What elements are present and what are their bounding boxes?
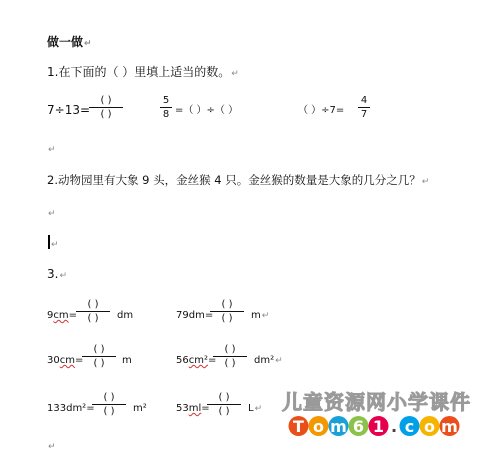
watermark-letter: 6	[352, 417, 365, 436]
item-value: 133	[47, 403, 67, 414]
fraction-bar	[207, 404, 241, 405]
item-value: 30	[47, 355, 60, 366]
empty-paragraph	[47, 141, 56, 157]
return-mark: ↵	[254, 404, 263, 414]
fraction-denominator: 7	[360, 109, 368, 120]
fraction-numerator-blank[interactable]: ( )	[100, 95, 112, 106]
watermark-letter: 1	[372, 417, 385, 436]
target-unit	[254, 354, 283, 368]
watermark-letter: .	[390, 417, 398, 436]
return-mark: ↵	[84, 39, 92, 49]
target-unit: m²	[133, 403, 147, 414]
watermark-chinese: 儿童资源网小学课件	[282, 390, 471, 414]
fraction-denominator: 8	[162, 109, 170, 120]
fraction-numerator-blank[interactable]: ( )	[224, 344, 236, 355]
equals-sign: =	[201, 403, 210, 414]
q3-label: 3.	[47, 267, 59, 281]
unit-text: m	[251, 310, 261, 321]
answer-fraction	[76, 299, 110, 324]
item-value: 9	[47, 310, 54, 321]
conversion-item	[47, 402, 95, 416]
answer-fraction	[92, 392, 126, 417]
fraction-bar	[92, 404, 126, 405]
unit-text: dm²	[254, 355, 275, 366]
return-mark: ↵	[421, 177, 430, 187]
item-unit: cm	[59, 355, 75, 366]
watermark-letter: T	[293, 417, 304, 436]
return-mark: ↵	[48, 145, 56, 155]
return-mark: ↵	[231, 69, 239, 79]
q1c-left: （ ）÷7=	[298, 105, 345, 116]
fraction-bar	[89, 107, 123, 108]
return-mark: ↵	[48, 209, 56, 219]
conversion-item	[47, 309, 77, 323]
fraction-denominator-blank[interactable]: ( )	[100, 109, 112, 120]
item-value: 79	[176, 310, 189, 321]
item-value: 53	[176, 403, 189, 414]
equals-sign: =	[74, 355, 84, 366]
empty-paragraph	[47, 205, 56, 221]
q1c-fraction	[358, 95, 370, 120]
conversion-item	[176, 354, 216, 368]
return-mark: ↵	[59, 271, 67, 281]
conversion-item	[176, 309, 213, 323]
fraction-denominator-blank[interactable]: ( )	[221, 313, 233, 324]
empty-paragraph	[50, 236, 59, 252]
fraction-numerator-blank[interactable]: ( )	[87, 299, 99, 310]
equals-sign: =	[86, 403, 95, 414]
fraction-bar	[76, 311, 110, 312]
item-unit: ml	[188, 403, 202, 414]
watermark-logo	[279, 386, 479, 442]
target-unit: dm	[117, 310, 134, 321]
q1-text: 1.在下面的（ ）里填上适当的数。	[47, 65, 231, 79]
fraction-denominator-blank[interactable]: ( )	[103, 406, 115, 417]
conversion-item	[47, 354, 83, 368]
fraction-numerator-blank[interactable]: ( )	[103, 392, 115, 403]
watermark-letter: o	[424, 417, 435, 436]
q1b-rest: =（ ）÷（ ）	[175, 105, 239, 116]
watermark-letter: c	[404, 417, 415, 436]
fraction-bar	[358, 107, 370, 108]
conversion-item	[176, 402, 210, 416]
equals-sign: =	[204, 310, 214, 321]
fraction-denominator-blank[interactable]: ( )	[93, 358, 105, 369]
question-2-text	[47, 173, 429, 189]
return-mark: ↵	[51, 240, 59, 250]
equals-sign: =	[68, 310, 78, 321]
unit-text: L	[248, 403, 254, 414]
answer-fraction	[213, 344, 247, 369]
target-unit: m	[122, 355, 132, 366]
fraction-numerator: 4	[360, 95, 368, 106]
fraction-numerator-blank[interactable]: ( )	[221, 299, 233, 310]
item-unit: cm	[53, 310, 69, 321]
q2-text: 2.动物园里有大象 9 头，金丝猴 4 只。金丝猴的数量是大象的几分之几？	[47, 173, 421, 187]
return-mark: ↵	[48, 442, 56, 452]
watermark-letter: o	[313, 417, 324, 436]
q1b-fraction	[160, 95, 172, 120]
fraction-bar	[210, 311, 244, 312]
item-unit: dm	[188, 310, 205, 321]
page-title	[47, 35, 92, 51]
fraction-bar	[213, 356, 247, 357]
return-mark: ↵	[261, 311, 270, 321]
answer-fraction	[207, 392, 241, 417]
fraction-numerator: 5	[162, 95, 170, 106]
fraction-numerator-blank[interactable]: ( )	[218, 392, 230, 403]
question-3-label	[47, 267, 67, 283]
watermark-brand	[287, 412, 471, 440]
fraction-denominator-blank[interactable]: ( )	[218, 406, 230, 417]
fraction-denominator-blank[interactable]: ( )	[224, 358, 236, 369]
answer-fraction	[210, 299, 244, 324]
answer-fraction	[82, 344, 116, 369]
fraction-bar	[160, 107, 172, 108]
watermark-letter: m	[441, 417, 458, 436]
item-unit: dm²	[66, 403, 87, 414]
target-unit	[248, 402, 262, 416]
q1a-fraction	[89, 95, 123, 120]
fraction-bar	[82, 356, 116, 357]
return-mark: ↵	[275, 356, 283, 366]
title-text: 做一做	[47, 35, 84, 49]
watermark-letter: m	[330, 417, 347, 436]
item-value: 56	[176, 355, 189, 366]
equals-sign: =	[207, 355, 217, 366]
fraction-numerator-blank[interactable]: ( )	[93, 344, 105, 355]
target-unit	[251, 309, 269, 323]
q1a-left: 7÷13=	[47, 103, 91, 117]
question-1-text	[47, 65, 239, 81]
item-unit: cm²	[188, 355, 208, 366]
fraction-denominator-blank[interactable]: ( )	[87, 313, 99, 324]
